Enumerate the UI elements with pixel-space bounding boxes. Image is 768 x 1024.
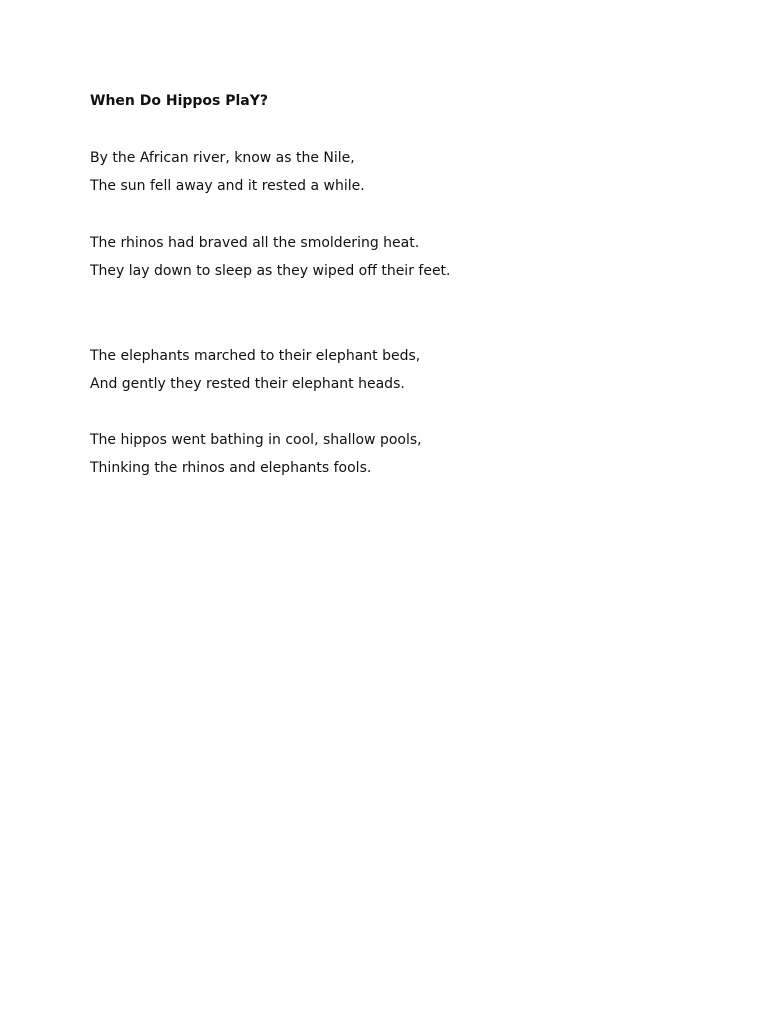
poem-line: By the African river, know as the Nile,	[90, 150, 355, 166]
poem-line: The elephants marched to their elephant beds,	[90, 348, 421, 364]
poem-title: When Do Hippos PlaY?	[90, 93, 269, 109]
poem-line: The rhinos had braved all the smoldering heat.	[90, 235, 420, 251]
poem-line: And gently they rested their elephant heads.	[90, 376, 405, 392]
poem-line: They lay down to sleep as they wiped off their feet.	[90, 263, 451, 279]
poem-line: The hippos went bathing in cool, shallow pools,	[90, 432, 422, 448]
poem-line: The sun fell away and it rested a while.	[90, 178, 365, 194]
poem-line: Thinking the rhinos and elephants fools.	[90, 460, 372, 476]
